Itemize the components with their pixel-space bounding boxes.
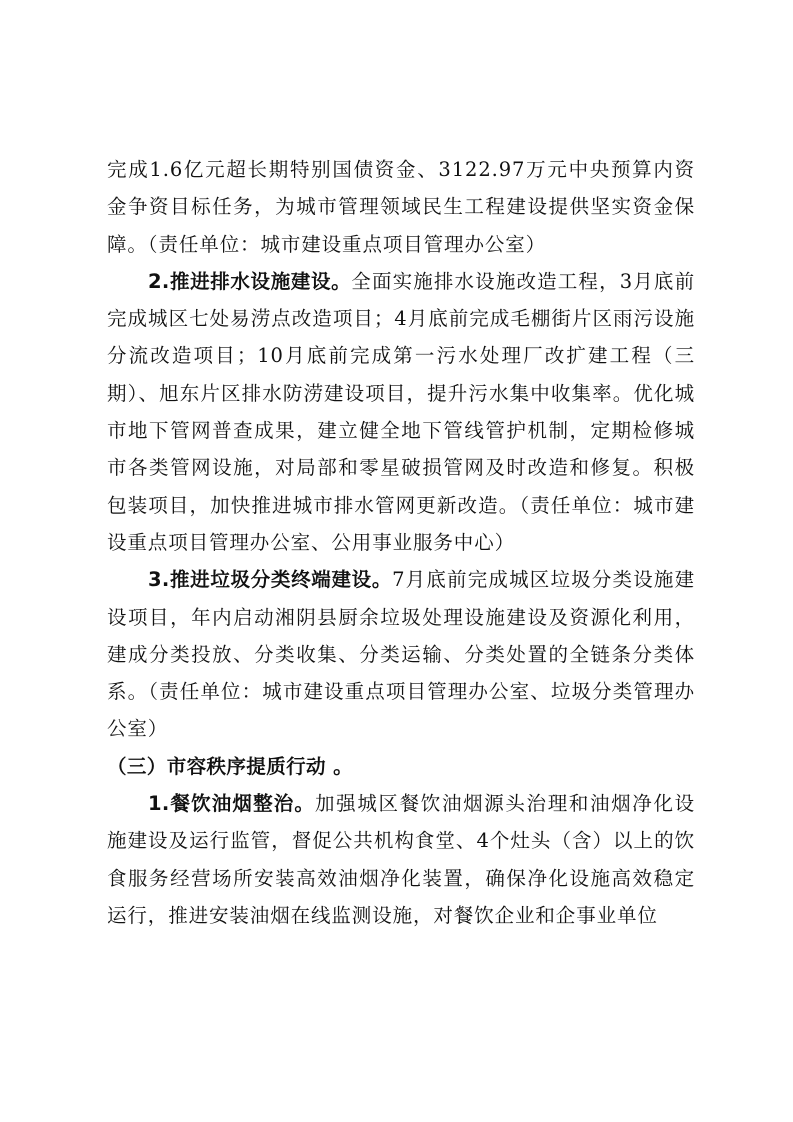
paragraph-text: 完成1.6亿元超长期特别国债资金、3122.97万元中央预算内资金争资目标任务，为城市管理领域民生工程建设提供坚实资金保障。（责任单位：城市建设重点项目管理办公室） (107, 158, 695, 256)
paragraph-text: 加强城区餐饮油烟源头治理和油烟净化设施建设及运行监管，督促公共机构食堂、4个灶头（含）以上的饮食服务经营场所安装高效油烟净化装置，确保净化设施高效稳定运行，推进安装油烟在线监测设施，对餐饮企业和企事业单位 (107, 792, 696, 927)
paragraph-heading-drainage: 2.推进排水设施建设。 (147, 269, 352, 293)
paragraph-kitchen-fumes (107, 785, 695, 934)
section-title-city-order (107, 748, 695, 785)
paragraph-text: 7月底前完成城区垃圾分类设施建设项目，年内启动湘阴县厨余垃圾处理设施建设及资源化利用，建成分类投放、分类收集、分类运输、分类处置的全链条分类体系。（责任单位：城市建设重点项目管理办公室、垃圾分类管理办公室） (107, 568, 695, 741)
paragraph-heading-fumes: 1.餐饮油烟整治。 (147, 792, 316, 816)
section-title-text: （三）市容秩序提质行动 。 (107, 754, 353, 778)
document-body (107, 151, 695, 934)
paragraph-drainage (107, 263, 695, 561)
paragraph-heading-garbage: 3.推进垃圾分类终端建设。 (147, 568, 393, 592)
paragraph-text: 全面实施排水设施改造工程，3月底前完成城区七处易涝点改造项目；4月底前完成毛棚街片区雨污设施分流改造项目；10月底前完成第一污水处理厂改扩建工程（三期）、旭东片区排水防涝建设项目，提升污水集中收集率。优化城市地下管网普查成果，建立健全地下管线管护机制，定期检修城市各类管网设施，对局部和零星破损管网及时改造和修复。积极包装项目，加快推进城市排水管网更新改造。（责任单位：城市建设重点项目管理办公室、公用事业服务中心） (107, 269, 695, 554)
paragraph-funding-target (107, 151, 695, 263)
paragraph-garbage-sorting (107, 561, 695, 747)
